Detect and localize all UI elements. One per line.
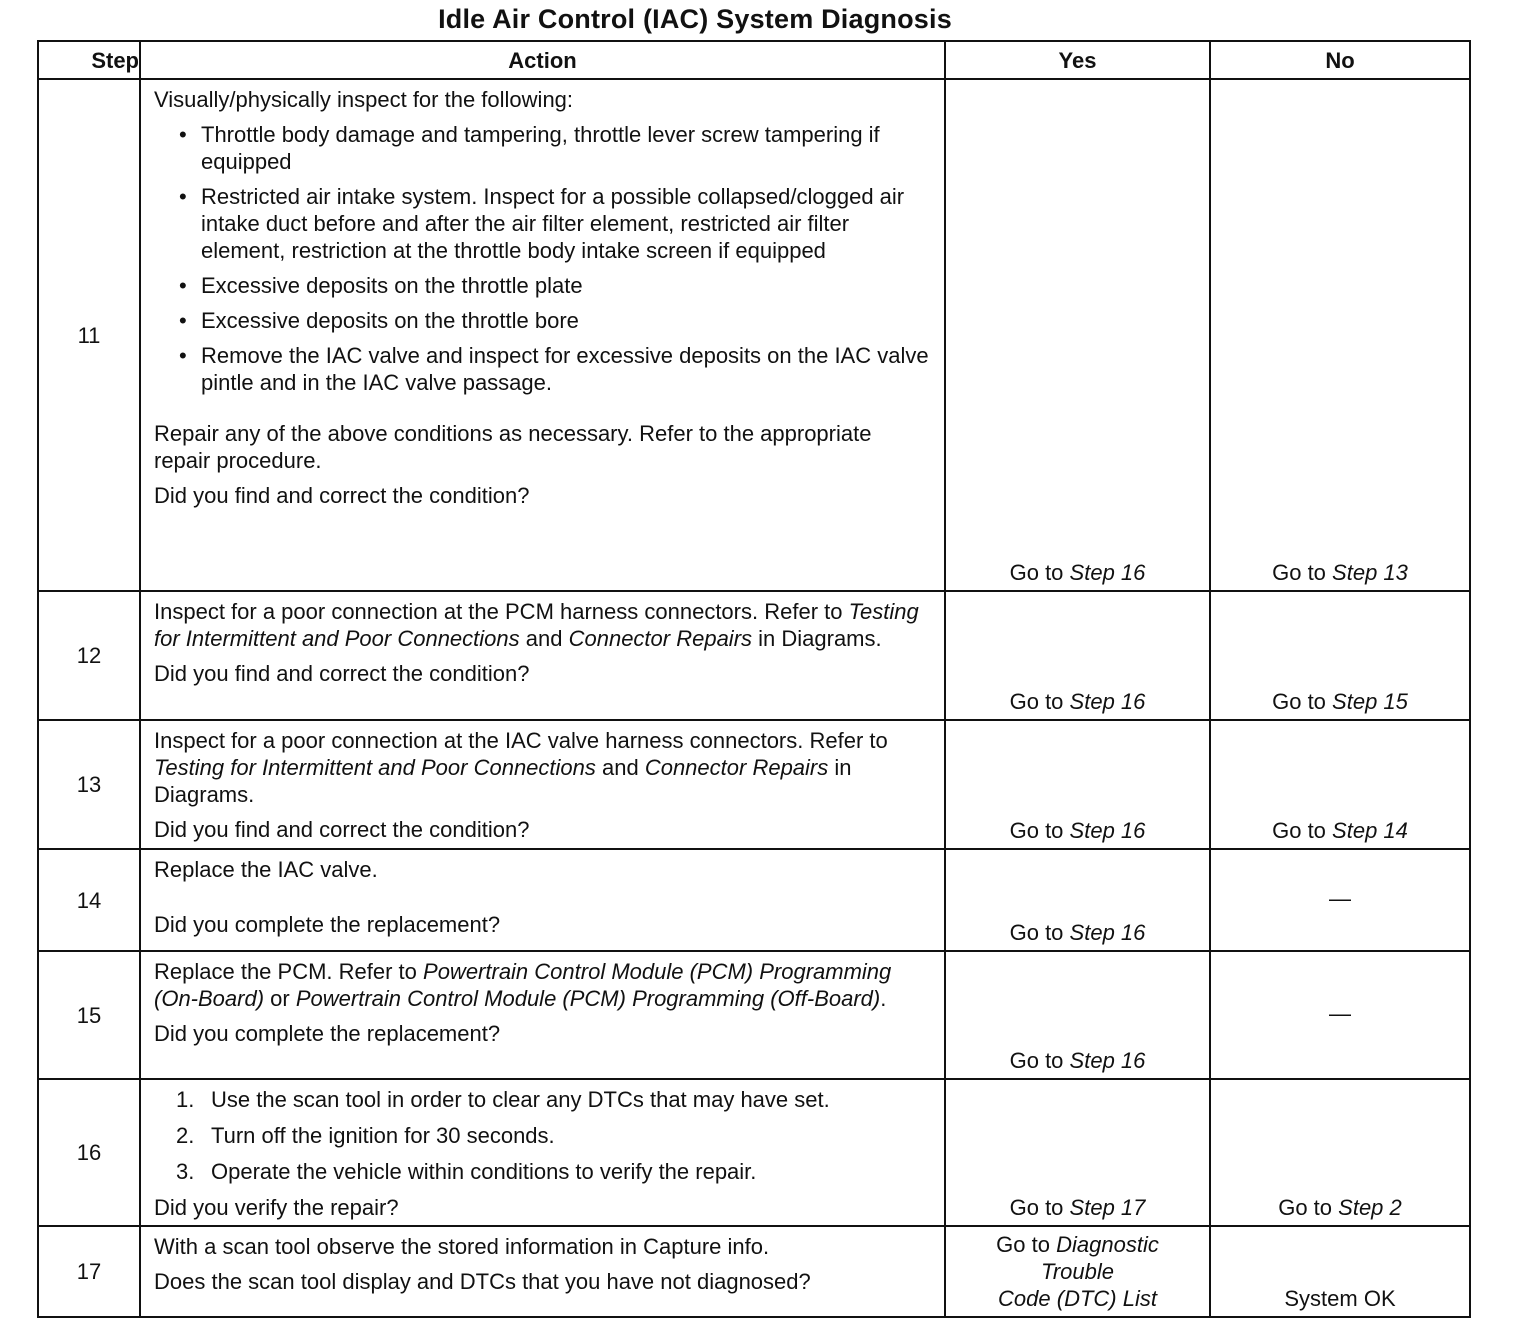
step-number: 13 [38,720,140,849]
header-row [38,41,1470,79]
action-question: Did you complete the replacement? [154,1021,501,1046]
action-question: Did you find and correct the condition? [154,661,530,686]
table-row [38,79,1470,591]
step-ref: Step 16 [1069,818,1146,843]
action-text: Inspect for a poor connection at the PCM harness connectors. Refer to Testing for Intermittent and Poor Connections and Connector Repairs in Diagrams. [154,599,919,651]
goto-text: Go to [1272,560,1326,585]
bullet-item: • Throttle body damage and tampering, throttle lever screw tampering if equipped [201,121,932,175]
list-item: 3. Operate the vehicle within conditions to verify the repair. [176,1159,757,1184]
action-cell [140,1226,945,1317]
action-intro: Visually/physically inspect for the following: [154,87,574,112]
no-cell [1210,720,1470,849]
action-cell [140,720,945,849]
step-ref: Step 17 [1069,1195,1146,1220]
table-row [38,1079,1470,1226]
reference-link: Connector Repairs [568,626,753,651]
action-cell [140,591,945,720]
list-item: 1. Use the scan tool in order to clear any DTCs that may have set. [176,1087,830,1112]
header-no: No [1210,41,1470,79]
step-ref: Step 14 [1332,818,1408,843]
goto-text: Go to [1009,560,1064,585]
step-ref: Step 13 [1332,560,1408,585]
action-text: Inspect for a poor connection at the IAC valve harness connectors. Refer to Testing for Intermittent and Poor Connections and Connector Repairs in Diagrams. [154,728,888,807]
bullet-list [154,121,932,396]
goto-text: Go to [1272,689,1326,714]
action-text: With a scan tool observe the stored information in Capture info. [154,1234,770,1259]
list-item: 2. Turn off the ignition for 30 seconds. [176,1123,555,1148]
no-cell: — [1210,849,1470,951]
reference-link: Testing for Intermittent and Poor Connections [154,755,596,780]
step-number: 17 [38,1226,140,1317]
step-number: 12 [38,591,140,720]
action-cell [140,1079,945,1226]
table-row [38,849,1470,951]
step-ref: Step 16 [1069,1048,1146,1073]
action-cell [140,951,945,1079]
table-row [38,1226,1470,1317]
goto-text: Go to [1272,818,1326,843]
bullet-item: • Remove the IAC valve and inspect for excessive deposits on the IAC valve pintle and in the IAC valve passage. [201,342,932,396]
step-ref: Step 15 [1332,689,1408,714]
action-cell [140,79,945,591]
numbered-list [154,1086,932,1185]
step-ref: Code (DTC) List [998,1286,1157,1311]
reference-link: Connector Repairs [644,755,829,780]
yes-cell [945,849,1210,951]
step-ref: Diagnostic [1056,1232,1159,1257]
step-number: 11 [38,79,140,591]
header-step: Step [38,41,140,79]
step-number: 14 [38,849,140,951]
no-cell [1210,79,1470,591]
step-ref: Trouble [1041,1259,1114,1284]
action-question: Did you find and correct the condition? [154,483,530,508]
action-text: Replace the IAC valve. [154,857,378,882]
table-row [38,951,1470,1079]
reference-link: Powertrain Control Module (PCM) Programming (Off-Board) [295,986,881,1011]
action-question: Did you verify the repair? [154,1195,399,1220]
step-ref: Step 16 [1069,920,1146,945]
bullet-item: • Restricted air intake system. Inspect for a possible collapsed/clogged air intake duct before and after the air filter element, restricted air filter element, restriction at the throttle body intake screen if equipped [201,183,932,264]
yes-cell [945,79,1210,591]
yes-cell [945,951,1210,1079]
action-question: Did you find and correct the condition? [154,817,530,842]
header-action: Action [140,41,945,79]
header-yes: Yes [945,41,1210,79]
action-text: Replace the PCM. Refer to Powertrain Control Module (PCM) Programming (On-Board) or Powertrain Control Module (PCM) Programming (Off-Board). [154,959,892,1011]
action-note: Repair any of the above conditions as necessary. Refer to the appropriate repair procedure. [154,421,872,473]
table-row [38,591,1470,720]
step-number: 16 [38,1079,140,1226]
diagnosis-table [37,40,1471,1318]
yes-cell [945,720,1210,849]
page-title: Idle Air Control (IAC) System Diagnosis [438,4,952,34]
table-row [38,720,1470,849]
goto-text: Go to [996,1232,1050,1257]
action-cell [140,849,945,951]
goto-text: Go to [1009,920,1064,945]
action-question: Does the scan tool display and DTCs that you have not diagnosed? [154,1269,811,1294]
goto-text: Go to [1009,689,1064,714]
step-ref: Step 16 [1069,689,1146,714]
yes-cell [945,1079,1210,1226]
no-cell [1210,1079,1470,1226]
reference-link: Powertrain Control Module (PCM) Programming (On-Board) [154,959,892,1011]
goto-text: Go to [1009,1048,1064,1073]
bullet-item: • Excessive deposits on the throttle plate [201,272,932,299]
no-cell: System OK [1210,1226,1470,1317]
step-ref: Step 16 [1069,560,1146,585]
yes-cell [945,1226,1210,1317]
reference-link: Testing for Intermittent and Poor Connections [154,599,919,651]
action-question: Did you complete the replacement? [154,912,501,937]
bullet-item: • Excessive deposits on the throttle bore [201,307,932,334]
no-cell: — [1210,951,1470,1079]
step-number: 15 [38,951,140,1079]
no-cell [1210,591,1470,720]
step-ref: Step 2 [1338,1195,1402,1220]
goto-text: Go to [1009,818,1064,843]
goto-text: Go to [1278,1195,1333,1220]
yes-cell [945,591,1210,720]
goto-text: Go to [1009,1195,1064,1220]
